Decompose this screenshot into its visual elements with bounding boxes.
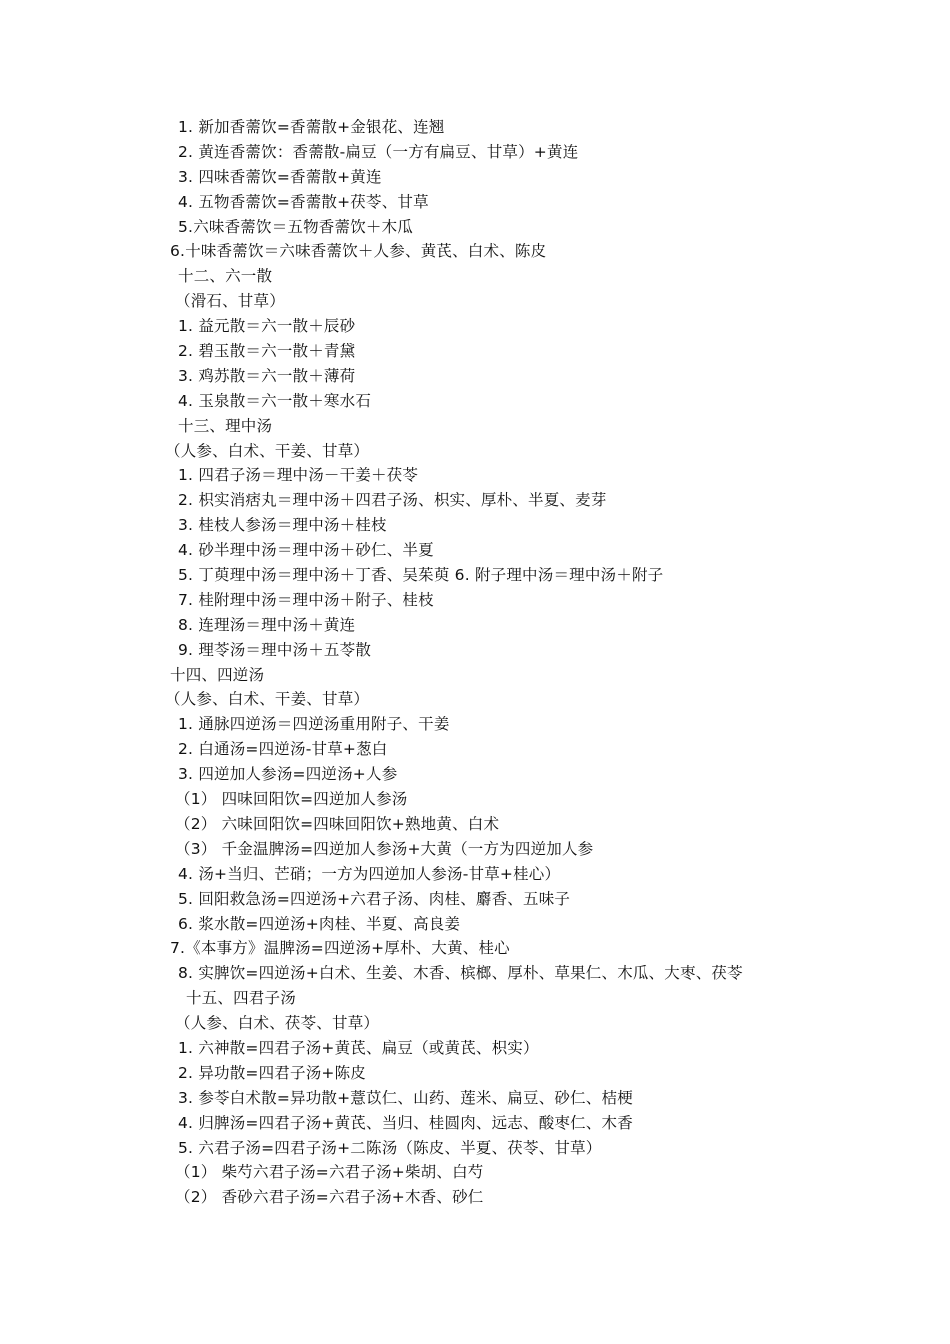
text-line: 十四、四逆汤 bbox=[170, 665, 265, 684]
text-line: 5. 丁萸理中汤＝理中汤＋丁香、吴茱萸 6. 附子理中汤＝理中汤＋附子 bbox=[178, 566, 664, 585]
text-line: 7. 桂附理中汤＝理中汤＋附子、桂枝 bbox=[178, 590, 434, 609]
text-line: 3. 桂枝人参汤＝理中汤＋桂枝 bbox=[178, 516, 387, 535]
text-line: （2） 六味回阳饮=四味回阳饮+熟地黄、白术 bbox=[175, 814, 500, 833]
text-line: 2. 枳实消痞丸＝理中汤＋四君子汤、枳实、厚朴、半夏、麦芽 bbox=[178, 491, 607, 510]
text-line: 2. 黄连香薷饮：香薷散-扁豆（一方有扁豆、甘草）+黄连 bbox=[178, 142, 579, 161]
text-line: 1. 益元散＝六一散＋辰砂 bbox=[178, 317, 356, 336]
text-line: 2. 异功散=四君子汤+陈皮 bbox=[178, 1063, 366, 1082]
text-line: 2. 白通汤=四逆汤-甘草+葱白 bbox=[178, 740, 388, 759]
text-line: （3） 千金温脾汤=四逆加人参汤+大黄（一方为四逆加人参 bbox=[175, 839, 594, 858]
text-line: （2） 香砂六君子汤=六君子汤+木香、砂仁 bbox=[175, 1188, 484, 1207]
text-line: 8. 连理汤＝理中汤＋黄连 bbox=[178, 615, 356, 634]
text-line: （1） 柴芍六君子汤=六君子汤+柴胡、白芍 bbox=[175, 1163, 484, 1182]
text-line: 1. 通脉四逆汤＝四逆汤重用附子、干姜 bbox=[178, 715, 450, 734]
text-line: 6. 浆水散=四逆汤+肉桂、半夏、高良姜 bbox=[178, 914, 461, 933]
text-line: （滑石、甘草） bbox=[175, 292, 285, 311]
text-line: 9. 理苓汤＝理中汤＋五苓散 bbox=[178, 640, 372, 659]
text-line: 1. 新加香薷饮=香薷散+金银花、连翘 bbox=[178, 118, 445, 136]
text-line: 7.《本事方》温脾汤=四逆汤+厚朴、大黄、桂心 bbox=[170, 939, 510, 958]
text-line: 5. 回阳救急汤=四逆汤+六君子汤、肉桂、麝香、五味子 bbox=[178, 889, 571, 908]
text-line: 3. 鸡苏散＝六一散＋薄荷 bbox=[178, 366, 356, 385]
text-line: 3. 四逆加人参汤=四逆汤+人参 bbox=[178, 765, 398, 784]
text-line: 2. 碧玉散＝六一散＋青黛 bbox=[178, 342, 356, 361]
text-line: 十五、四君子汤 bbox=[186, 989, 296, 1008]
text-line: （人参、白术、干姜、甘草） bbox=[165, 441, 370, 460]
text-line: 4. 归脾汤=四君子汤+黄芪、当归、桂圆肉、远志、酸枣仁、木香 bbox=[178, 1113, 633, 1132]
text-line: 1. 六神散=四君子汤+黄芪、扁豆（或黄芪、枳实） bbox=[178, 1038, 539, 1057]
text-line: 十三、理中汤 bbox=[178, 416, 273, 435]
text-line: 8. 实脾饮=四逆汤+白术、生姜、木香、槟榔、厚朴、草果仁、木瓜、大枣、茯苓 bbox=[178, 964, 743, 983]
document-body bbox=[0, 115, 950, 1210]
text-line: 1. 四君子汤＝理中汤－干姜＋茯苓 bbox=[178, 466, 419, 485]
text-line: （1） 四味回阳饮=四逆加人参汤 bbox=[175, 790, 408, 809]
text-line: 3. 参苓白术散=异功散+薏苡仁、山药、莲米、扁豆、砂仁、桔梗 bbox=[178, 1088, 633, 1107]
text-line: 5.六味香薷饮＝五物香薷饮＋木瓜 bbox=[178, 217, 413, 236]
text-line: 4. 玉泉散＝六一散＋寒水石 bbox=[178, 391, 372, 410]
text-line: （人参、白术、茯苓、甘草） bbox=[175, 1014, 380, 1033]
text-line: （人参、白术、干姜、甘草） bbox=[165, 690, 370, 709]
text-line: 6.十味香薷饮＝六味香薷饮＋人参、黄芪、白术、陈皮 bbox=[170, 242, 547, 261]
text-line: 3. 四味香薷饮=香薷散+黄连 bbox=[178, 167, 382, 186]
text-line: 4. 五物香薷饮=香薷散+茯苓、甘草 bbox=[178, 192, 429, 211]
text-line: 5. 六君子汤=四君子汤+二陈汤（陈皮、半夏、茯苓、甘草） bbox=[178, 1138, 602, 1157]
text-line: 十二、六一散 bbox=[178, 267, 273, 286]
text-line: 4. 汤+当归、芒硝；一方为四逆加人参汤-甘草+桂心） bbox=[178, 864, 561, 883]
text-line: 4. 砂半理中汤＝理中汤＋砂仁、半夏 bbox=[178, 541, 434, 560]
